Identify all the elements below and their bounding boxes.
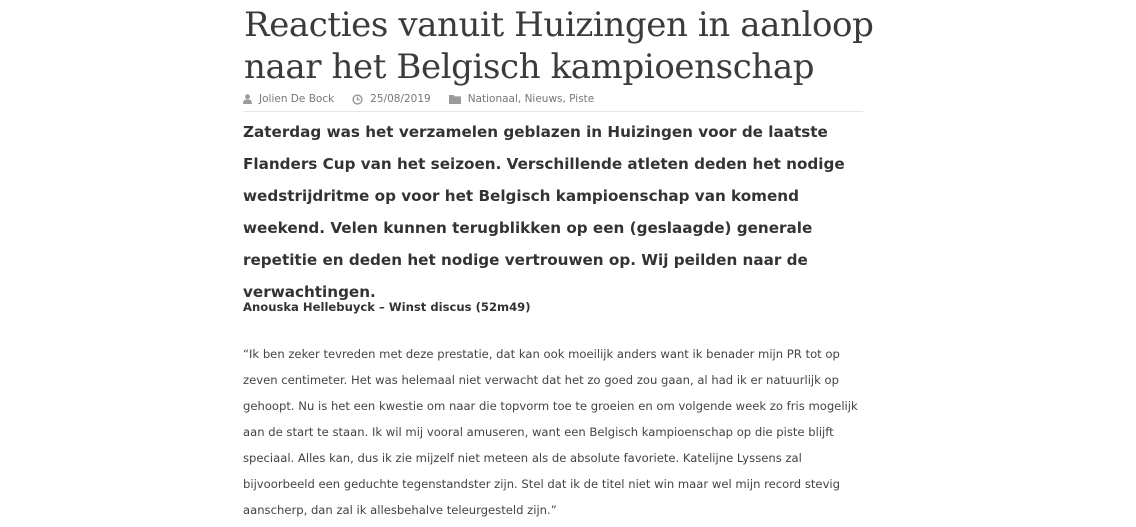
meta-date xyxy=(352,92,431,106)
article-meta xyxy=(243,92,863,112)
folder-icon xyxy=(449,94,461,104)
interview-quote: “Ik ben zeker tevreden met deze prestatie, dat kan ook moeilijk anders want ik benader mijn PR tot op zeven centimeter. Het was helemaal niet verwacht dat het zo goed zou gaan, al had ik er natuurlijk op gehoopt. Nu is het een kwestie om naar die topvorm toe te groeien en om volgende week zo fris mogelijk aan de start te staan. Ik wil mij vooral amuseren, want een Belgisch kampioenschap op die piste blijft speciaal. Alles kan, dus ik zie mijzelf niet meteen als de absolute favoriete. Katelijne Lyssens zal bijvoorbeeld een geduchte tegenstandster zijn. Stel dat ik de titel niet win maar wel mijn record stevig aanscherp, dan zal ik allesbehalve teleurgesteld zijn.” xyxy=(243,347,858,517)
meta-date-text: 25/08/2019 xyxy=(370,93,431,105)
article-title: Reacties vanuit Huizingen in aanloop naar het Belgisch kampioenschap xyxy=(244,5,874,87)
article-lead: Zaterdag was het verzamelen geblazen in Huizingen voor de laatste Flanders Cup van het seizoen. Verschillende atleten deden het nodige wedstrijdritme op voor het Belgisch kampioenschap van komend weekend. Velen kunnen terugblikken op een (geslaagde) generale repetitie en deden het nodige vertrouwen op. Wij peilden naar de verwachtingen. xyxy=(243,123,845,301)
user-icon xyxy=(243,94,252,104)
meta-author[interactable] xyxy=(243,92,334,106)
meta-author-name[interactable]: Jolien De Bock xyxy=(259,93,335,105)
clock-icon xyxy=(352,94,363,105)
meta-categories-text[interactable]: Nationaal, Nieuws, Piste xyxy=(467,93,595,105)
meta-categories[interactable] xyxy=(449,92,595,106)
interview-subhead: Anouska Hellebuyck – Winst discus (52m49) xyxy=(243,300,531,314)
